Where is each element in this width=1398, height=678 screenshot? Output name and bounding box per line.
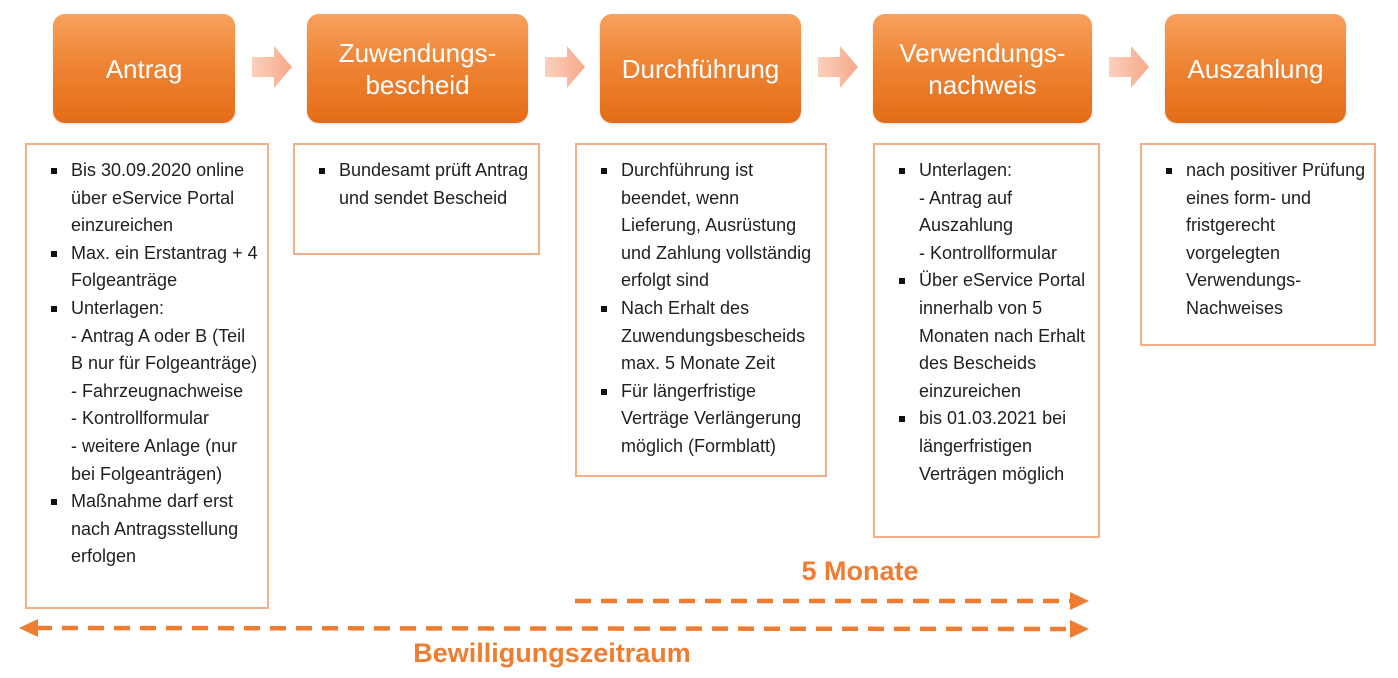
list-item: Nach Erhalt des Zuwendungsbescheids max. 5 Monate Zeit xyxy=(601,295,817,378)
list-item: Durchführung ist beendet, wenn Lieferung, Ausrüstung und Zahlung vollständig erfolgt sind xyxy=(601,157,817,295)
list-item: nach positiver Prüfung eines form- und fristgerecht vorgelegten Verwendungs-Nachweises xyxy=(1166,157,1366,323)
list-item: bis 01.03.2021 bei längerfristigen Verträgen möglich xyxy=(899,405,1090,488)
sub-item: - Fahrzeugnachweise xyxy=(71,380,244,401)
five-months-arrow-icon xyxy=(575,592,1089,610)
sub-item: - Kontrollformular xyxy=(71,408,210,429)
period-label: Bewilligungszeitraum xyxy=(413,638,691,668)
list-item: Maßnahme darf erst nach Antragsstellung erfolgen xyxy=(51,488,259,571)
step-verwendungsnachweis-label: Verwendungs- nachweis xyxy=(899,37,1066,100)
step-zuwendungsbescheid-label: Zuwendungs- bescheid xyxy=(338,37,497,100)
sub-item: - Antrag A oder B (Teil B nur für Folgeanträge) xyxy=(71,325,258,374)
sub-item: - weitere Anlage (nur bei Folgeanträgen) xyxy=(71,435,238,484)
period-double-arrow-icon xyxy=(19,619,1089,638)
list-item: Bundesamt prüft Antrag und sendet Bescheid xyxy=(319,157,530,212)
step-antrag-label: Antrag xyxy=(105,53,183,84)
step-auszahlung-label: Auszahlung xyxy=(1187,53,1324,84)
list-item: Über eService Portal innerhalb von 5 Monaten nach Erhalt des Bescheids einzureichen xyxy=(899,267,1090,405)
sub-item: - Antrag auf Auszahlung xyxy=(919,187,1014,236)
five-months-label: 5 Monate xyxy=(801,556,919,586)
sub-item: - Kontrollformular xyxy=(919,242,1058,263)
step-durchfuehrung-label: Durchführung xyxy=(621,53,780,84)
list-item: Bis 30.09.2020 online über eService Portal einzureichen xyxy=(51,157,259,240)
list-item: Für längerfristige Verträge Verlängerung möglich (Formblatt) xyxy=(601,378,817,461)
list-item: Unterlagen: - Antrag auf Auszahlung - Kontrollformular xyxy=(899,157,1090,267)
list-item: Unterlagen: - Antrag A oder B (Teil B nur für Folgeanträge) - Fahrzeugnachweise - Kontrollformular - weitere Anlage (nur bei Folgeanträgen) xyxy=(51,295,259,488)
list-item: Max. ein Erstantrag + 4 Folgeanträge xyxy=(51,240,259,295)
